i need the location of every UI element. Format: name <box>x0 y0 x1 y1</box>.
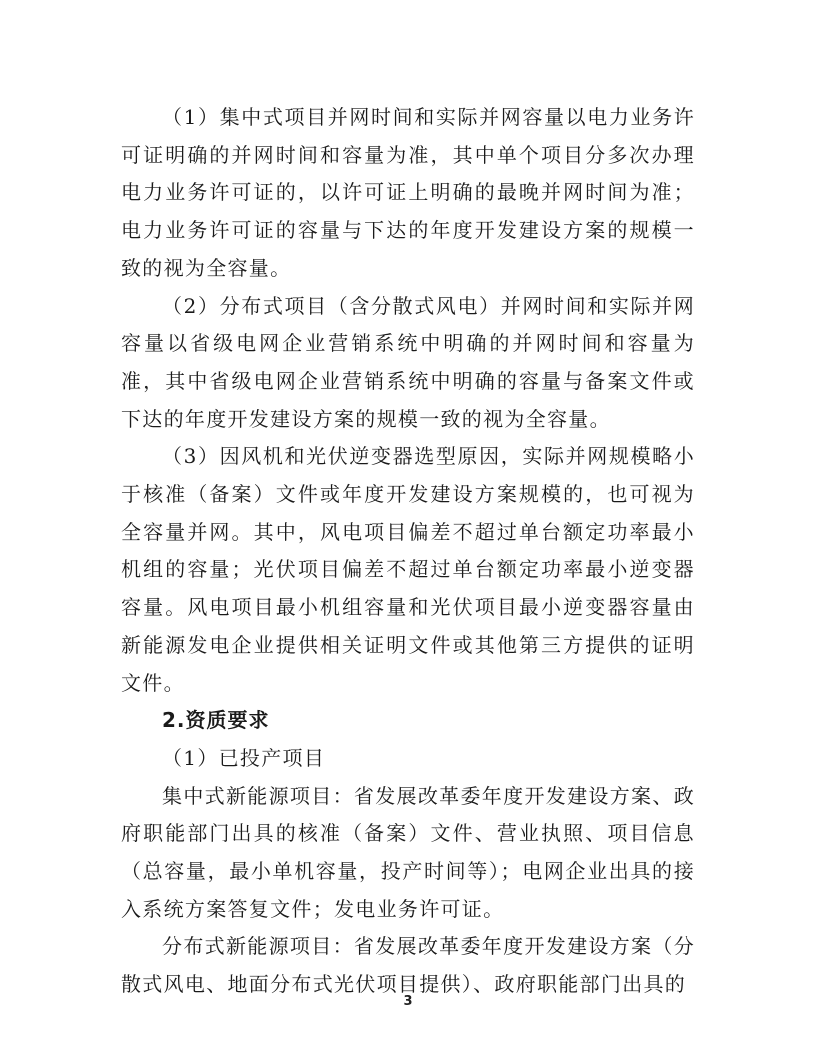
paragraph-distributed-requirements: 分布式新能源项目：省发展改革委年度开发建设方案（分散式风电、地面分布式光伏项目提供）、政府职能部门出具的 <box>121 934 695 997</box>
subheading-operational-projects: （1）已投产项目 <box>162 745 326 770</box>
paragraph-equipment-selection-deviation: （3）因风机和光伏逆变器选型原因，实际并网规模略小于核准（备案）文件或年度开发建设方案规模的，也可视为全容量并网。其中，风电项目偏差不超过单台额定功率最小机组的容量；光伏项目偏差不超过单台额定功率最小逆变器容量。风电项目最小机组容量和光伏项目最小逆变器容量由新能源发电企业提供相关证明文件或其他第三方提供的证明文件。 <box>121 444 695 695</box>
paragraph-distributed-grid-connection: （2）分布式项目（含分散式风电）并网时间和实际并网容量以省级电网企业营销系统中明确的并网时间和容量为准，其中省级电网企业营销系统中明确的容量与备案文件或下达的年度开发建设方案的规模一致的视为全容量。 <box>121 293 695 431</box>
section-heading-qualification: 2.资质要求 <box>162 708 270 733</box>
page-number: 3 <box>403 994 413 1009</box>
paragraph-centralized-requirements: 集中式新能源项目：省发展改革委年度开发建设方案、政府职能部门出具的核准（备案）文件、营业执照、项目信息（总容量，最小单机容量，投产时间等）；电网企业出具的接入系统方案答复文件；发电业务许可证。 <box>121 783 695 921</box>
document-body <box>121 99 695 1004</box>
paragraph-centralized-grid-connection: （1）集中式项目并网时间和实际并网容量以电力业务许可证明确的并网时间和容量为准，其中单个项目分多次办理电力业务许可证的，以许可证上明确的最晚并网时间为准；电力业务许可证的容量与下达的年度开发建设方案的规模一致的视为全容量。 <box>121 105 695 280</box>
